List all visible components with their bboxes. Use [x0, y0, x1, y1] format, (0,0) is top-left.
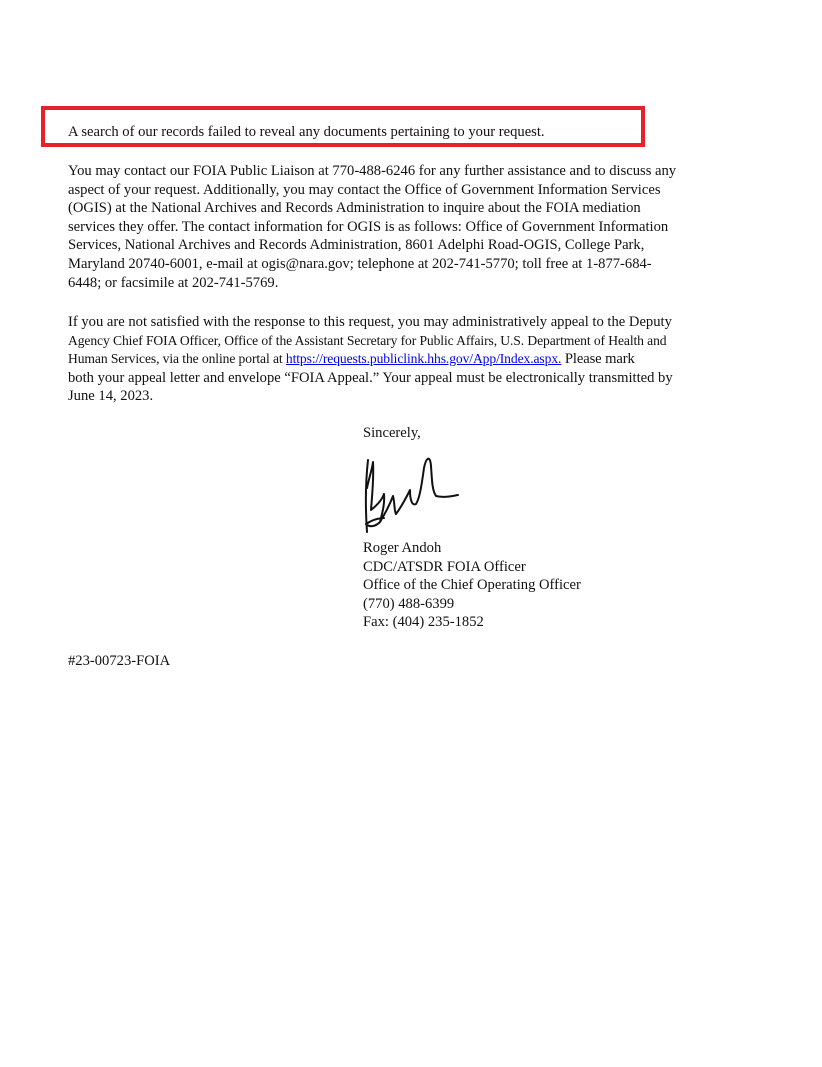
signature-icon: [360, 448, 460, 536]
appeal-line: June 14, 2023.: [68, 388, 154, 405]
signer-phone: (770) 488-6399: [363, 595, 455, 612]
liaison-line: You may contact our FOIA Public Liaison at 770-488-6246 for any further assistance and to discuss any: [68, 163, 677, 179]
appeal-line-suffix: Please mark: [561, 351, 635, 368]
appeal-portal-link[interactable]: https://requests.publiclink.hhs.gov/App/Index.aspx.: [285, 351, 562, 367]
appeal-line: Agency Chief FOIA Officer, Office of the Assistant Secretary for Public Affairs, U.S. Department of Health and: [68, 332, 667, 348]
closing-block: [363, 424, 421, 443]
liaison-line: 6448; or facsimile at 202-741-5769.: [68, 274, 279, 291]
appeal-paragraph: [68, 313, 768, 406]
reference-number: #23-00723-FOIA: [68, 653, 171, 669]
appeal-line-with-link: [68, 350, 768, 369]
search-result-text: A search of our records failed to reveal any documents pertaining to your request.: [68, 124, 545, 140]
signer-office: Office of the Chief Operating Officer: [363, 577, 581, 594]
liaison-line: (OGIS) at the National Archives and Records Administration to inquire about the FOIA mediation: [68, 200, 641, 217]
signer-title: CDC/ATSDR FOIA Officer: [363, 558, 526, 575]
liaison-line: Services, National Archives and Records Administration, 8601 Adelphi Road-OGIS, College Park,: [68, 237, 645, 254]
closing-text: Sincerely,: [363, 425, 421, 441]
signer-block: [363, 539, 581, 632]
appeal-line-prefix: Human Services, via the online portal at: [68, 351, 286, 367]
signer-name: Roger Andoh: [363, 540, 442, 556]
signer-fax: Fax: (404) 235-1852: [363, 614, 484, 631]
liaison-line: Maryland 20740-6001, e-mail at ogis@nara.gov; telephone at 202-741-5770; toll free at 1-877-684-: [68, 255, 652, 272]
liaison-line: aspect of your request. Additionally, you may contact the Office of Government Information Services: [68, 181, 661, 198]
liaison-line: services they offer. The contact information for OGIS is as follows: Office of Government Information: [68, 218, 669, 235]
liaison-paragraph: [68, 162, 768, 292]
appeal-line: both your appeal letter and envelope “FOIA Appeal.” Your appeal must be electronically transmitted by: [68, 369, 673, 386]
appeal-line: If you are not satisfied with the response to this request, you may administratively appeal to the Deputy: [68, 314, 672, 330]
